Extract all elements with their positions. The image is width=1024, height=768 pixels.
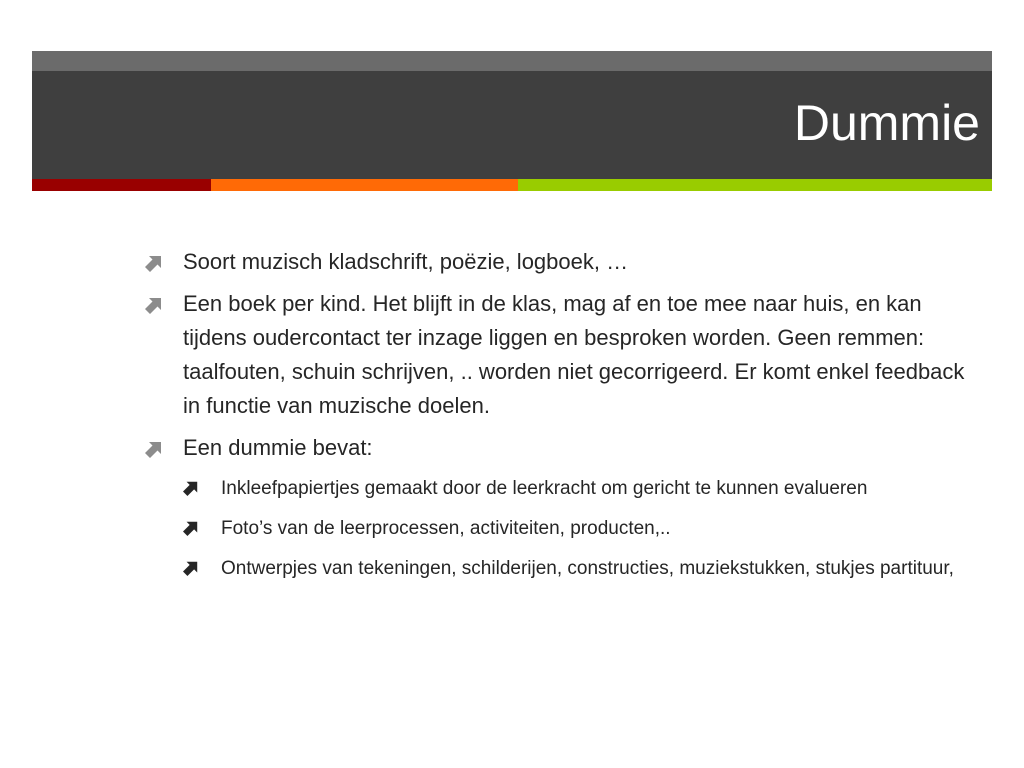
accent-segment-red	[32, 179, 211, 191]
arrow-icon	[183, 560, 199, 576]
slide-title: Dummie	[793, 95, 980, 151]
accent-bar	[32, 179, 992, 191]
sub-bullet-item	[183, 513, 985, 544]
sub-bullet-item	[183, 553, 985, 584]
title-band	[32, 51, 992, 179]
bullet-item	[145, 245, 985, 279]
bullet-item	[145, 431, 985, 465]
sub-bullet-list	[183, 473, 985, 584]
accent-segment-orange	[211, 179, 518, 191]
sub-bullet-text: Inkleefpapiertjes gemaakt door de leerkracht om gericht te kunnen evalueren	[221, 478, 868, 499]
bullet-text: Soort muzisch kladschrift, poëzie, logboek, …	[183, 249, 629, 274]
slide-body	[145, 245, 985, 593]
arrow-icon	[145, 296, 163, 314]
sub-bullet-text: Foto’s van de leerprocessen, activiteiten, producten,..	[221, 518, 671, 539]
bullet-text: Een boek per kind. Het blijft in de klas, mag af en toe mee naar huis, en kan tijdens oudercontact ter inzage liggen en besproken worden. Geen remmen: taalfouten, schuin schrijven, .. worden niet gecorrigeerd. Er komt enkel feedback in functie van muzische doelen.	[183, 291, 965, 418]
sub-bullet-item	[183, 473, 985, 504]
accent-segment-green	[518, 179, 992, 191]
bullet-text: Een dummie bevat:	[183, 435, 373, 460]
title-band-top-stripe	[32, 51, 992, 71]
arrow-icon	[145, 254, 163, 272]
sub-bullet-text: Ontwerpjes van tekeningen, schilderijen, constructies, muziekstukken, stukjes partituur,	[221, 558, 954, 579]
arrow-icon	[183, 520, 199, 536]
arrow-icon	[145, 440, 163, 458]
bullet-item	[145, 287, 985, 423]
arrow-icon	[183, 480, 199, 496]
